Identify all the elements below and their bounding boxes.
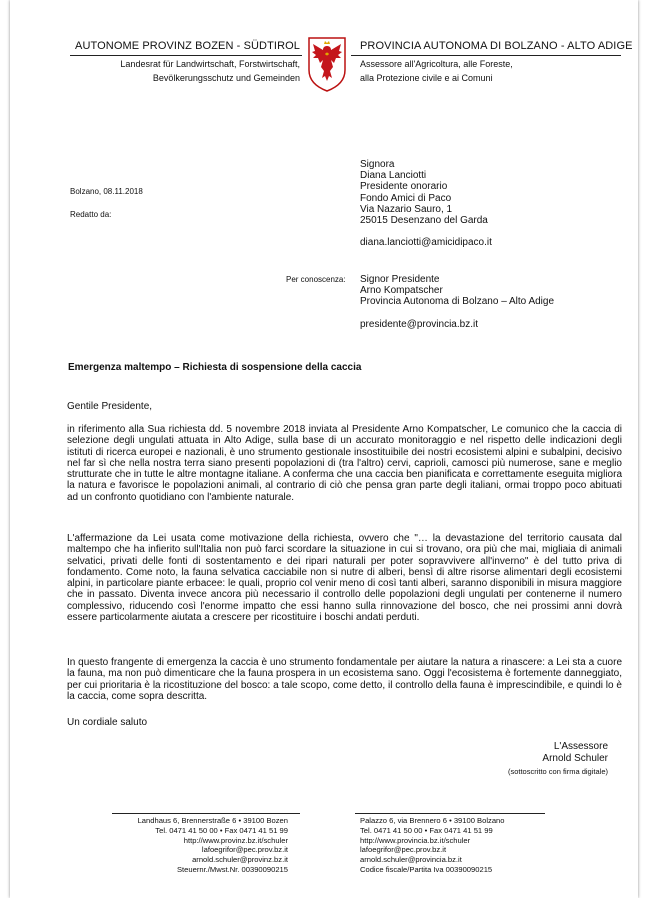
cc-line: Arno Kompatscher	[360, 285, 443, 297]
recipient-line: Diana Lanciotti	[360, 170, 427, 182]
header-right-line-2: alla Protezione civile e ai Comuni	[360, 73, 493, 83]
cc-email: presidente@provincia.bz.it	[360, 318, 478, 330]
footer-left-line: Steuernr./Mwst.Nr. 00390090215	[176, 864, 288, 874]
header-left-title: AUTONOME PROVINZ BOZEN - SÜDTIROL	[75, 40, 300, 52]
header-right-title: PROVINCIA AUTONOMA DI BOLZANO - ALTO ADIGE	[360, 40, 633, 52]
header-right-rule	[351, 55, 621, 56]
recipient-line: Via Nazario Sauro, 1	[360, 203, 453, 215]
header-left-rule	[70, 55, 302, 56]
cc-block	[360, 274, 554, 330]
tyrolean-eagle-shield-icon	[307, 36, 347, 92]
footer-right	[360, 816, 505, 875]
footer-left-line: arnold.schuler@provinz.bz.it	[192, 855, 288, 865]
footer-left-rule	[112, 813, 300, 814]
salutation: Gentile Presidente,	[67, 401, 153, 412]
closing: Un cordiale saluto	[67, 717, 148, 728]
body-paragraph-2: L'affermazione da Lei usata come motivazione della richiesta, ovvero che "… la devastazione del territorio causata dal maltempo che ha infierito sull'Italia non può farci scordare la situazione in cui si trovano, ora più che mai, migliaia di animali selvatici, privati delle fonti di sostentamento e dei ripari naturali per poter sopravvivere all'inverno" è del tutto priva di fondamento. Come noto, la fauna selvatica cacciabile non si nutre di alberi, bensì di altre risorse alimentari degli ecosistemi alpini, in particolare piante erbacee: le quali, proprio col venir meno di così tanti alberi, saranno disponibili in misura maggiore che in passato. Diventa invece ancora più necessario il controllo delle popolazioni degli ungulati per contenerne il numero complessivo, riducendo così l'enorme impatto che essi hanno sulla rinnovazione del bosco, che nei prossimi anni dovrà essere particolarmente aiutata a crescere per ricostituire i boschi andati perduti.	[67, 533, 622, 624]
footer-left-line: lafoegrifor@pec.prov.bz.it	[201, 845, 288, 855]
cc-line: Signor Presidente	[360, 274, 440, 285]
subject-line: Emergenza maltempo – Richiesta di sospensione della caccia	[68, 362, 362, 373]
footer-right-line: lafoegrifor@pec.prov.bz.it	[360, 845, 447, 855]
body-paragraph-3: In questo frangente di emergenza la caccia è uno strumento fondamentale per aiutare la natura a rinascere: a Lei sta a cuore la fauna, ma non può dimenticare che la fauna prospera in un ecosistema sano. Oggi l'ecosistema è fortemente danneggiato, per cui prioritaria è la ricostituzione del bosco: a tale scopo, come detto, il controllo della fauna è imprescindibile, e quindi lo è la caccia, come sopra descritta.	[67, 657, 622, 702]
footer-right-line: http://www.provincia.bz.it/schuler	[360, 835, 471, 845]
footer-right-line: Codice fiscale/Partita Iva 00390090215	[360, 864, 493, 874]
cc-line: Provincia Autonoma di Bolzano – Alto Adige	[360, 296, 555, 308]
body-paragraph-1: in riferimento alla Sua richiesta dd. 5 novembre 2018 inviata al Presidente Arno Kompatscher, Le comunico che la caccia di selezione degli ungulati attuata in Alto Adige, sulla base di un accurato monitoraggio e nel rispetto delle indicazioni degli istituti di ricerca europei e nazionali, è uno strumento gestionale insostituibile dei nostri ecosistemi alpini e subalpini, decisivo nel far sì che nella nostra terra siano presenti popolazioni di (tra l'altro) cervi, caprioli, camosci più numerose, sane e meglio strutturate che in tutte le altre montagne italiane. A conferma che una caccia ben pianificata e correttamente eseguita migliora la natura e favorisce le popolazioni animali, al contrario di ciò che pensa gran parte degli italiani, ormai troppo poco abituati ad un confronto quotidiano con l'ambiente naturale.	[67, 424, 622, 503]
header-left-line-2: Bevölkerungsschutz und Gemeinden	[152, 73, 300, 83]
header-left-line-1: Landesrat für Landwirtschaft, Forstwirtschaft,	[120, 59, 300, 69]
place-date: Bolzano, 08.11.2018	[70, 187, 143, 196]
footer-left-line: http://www.provinz.bz.it/schuler	[183, 835, 288, 845]
footer-right-line: Palazzo 6, via Brennero 6 • 39100 Bolzano	[360, 816, 505, 825]
signature-name: Arnold Schuler	[542, 753, 608, 764]
recipient-line: Presidente onorario	[360, 181, 448, 193]
recipient-block	[360, 159, 492, 248]
cc-label: Per conoscenza:	[286, 275, 346, 284]
drafted-by-label: Redatto da:	[70, 210, 112, 219]
recipient-email: diana.lanciotti@amicidipaco.it	[360, 237, 492, 249]
footer-left-line: Tel. 0471 41 50 00 • Fax 0471 41 51 99	[155, 825, 288, 835]
signature-role: L'Assessore	[553, 741, 608, 752]
footer-left-line: Landhaus 6, Brennerstraße 6 • 39100 Bozen	[137, 816, 288, 825]
footer-right-line: arnold.schuler@provincia.bz.it	[360, 855, 462, 865]
signature-note: (sottoscritto con firma digitale)	[507, 767, 608, 776]
recipient-line: Signora	[360, 159, 395, 170]
header-right-line-1: Assessore all'Agricoltura, alle Foreste,	[360, 59, 513, 69]
footer-left	[138, 816, 288, 875]
footer-right-rule	[355, 813, 545, 814]
recipient-line: 25015 Desenzano del Garda	[360, 215, 488, 227]
footer-right-line: Tel. 0471 41 50 00 • Fax 0471 41 51 99	[360, 825, 493, 835]
recipient-line: Fondo Amici di Paco	[360, 192, 452, 204]
letter-page	[10, 0, 638, 898]
